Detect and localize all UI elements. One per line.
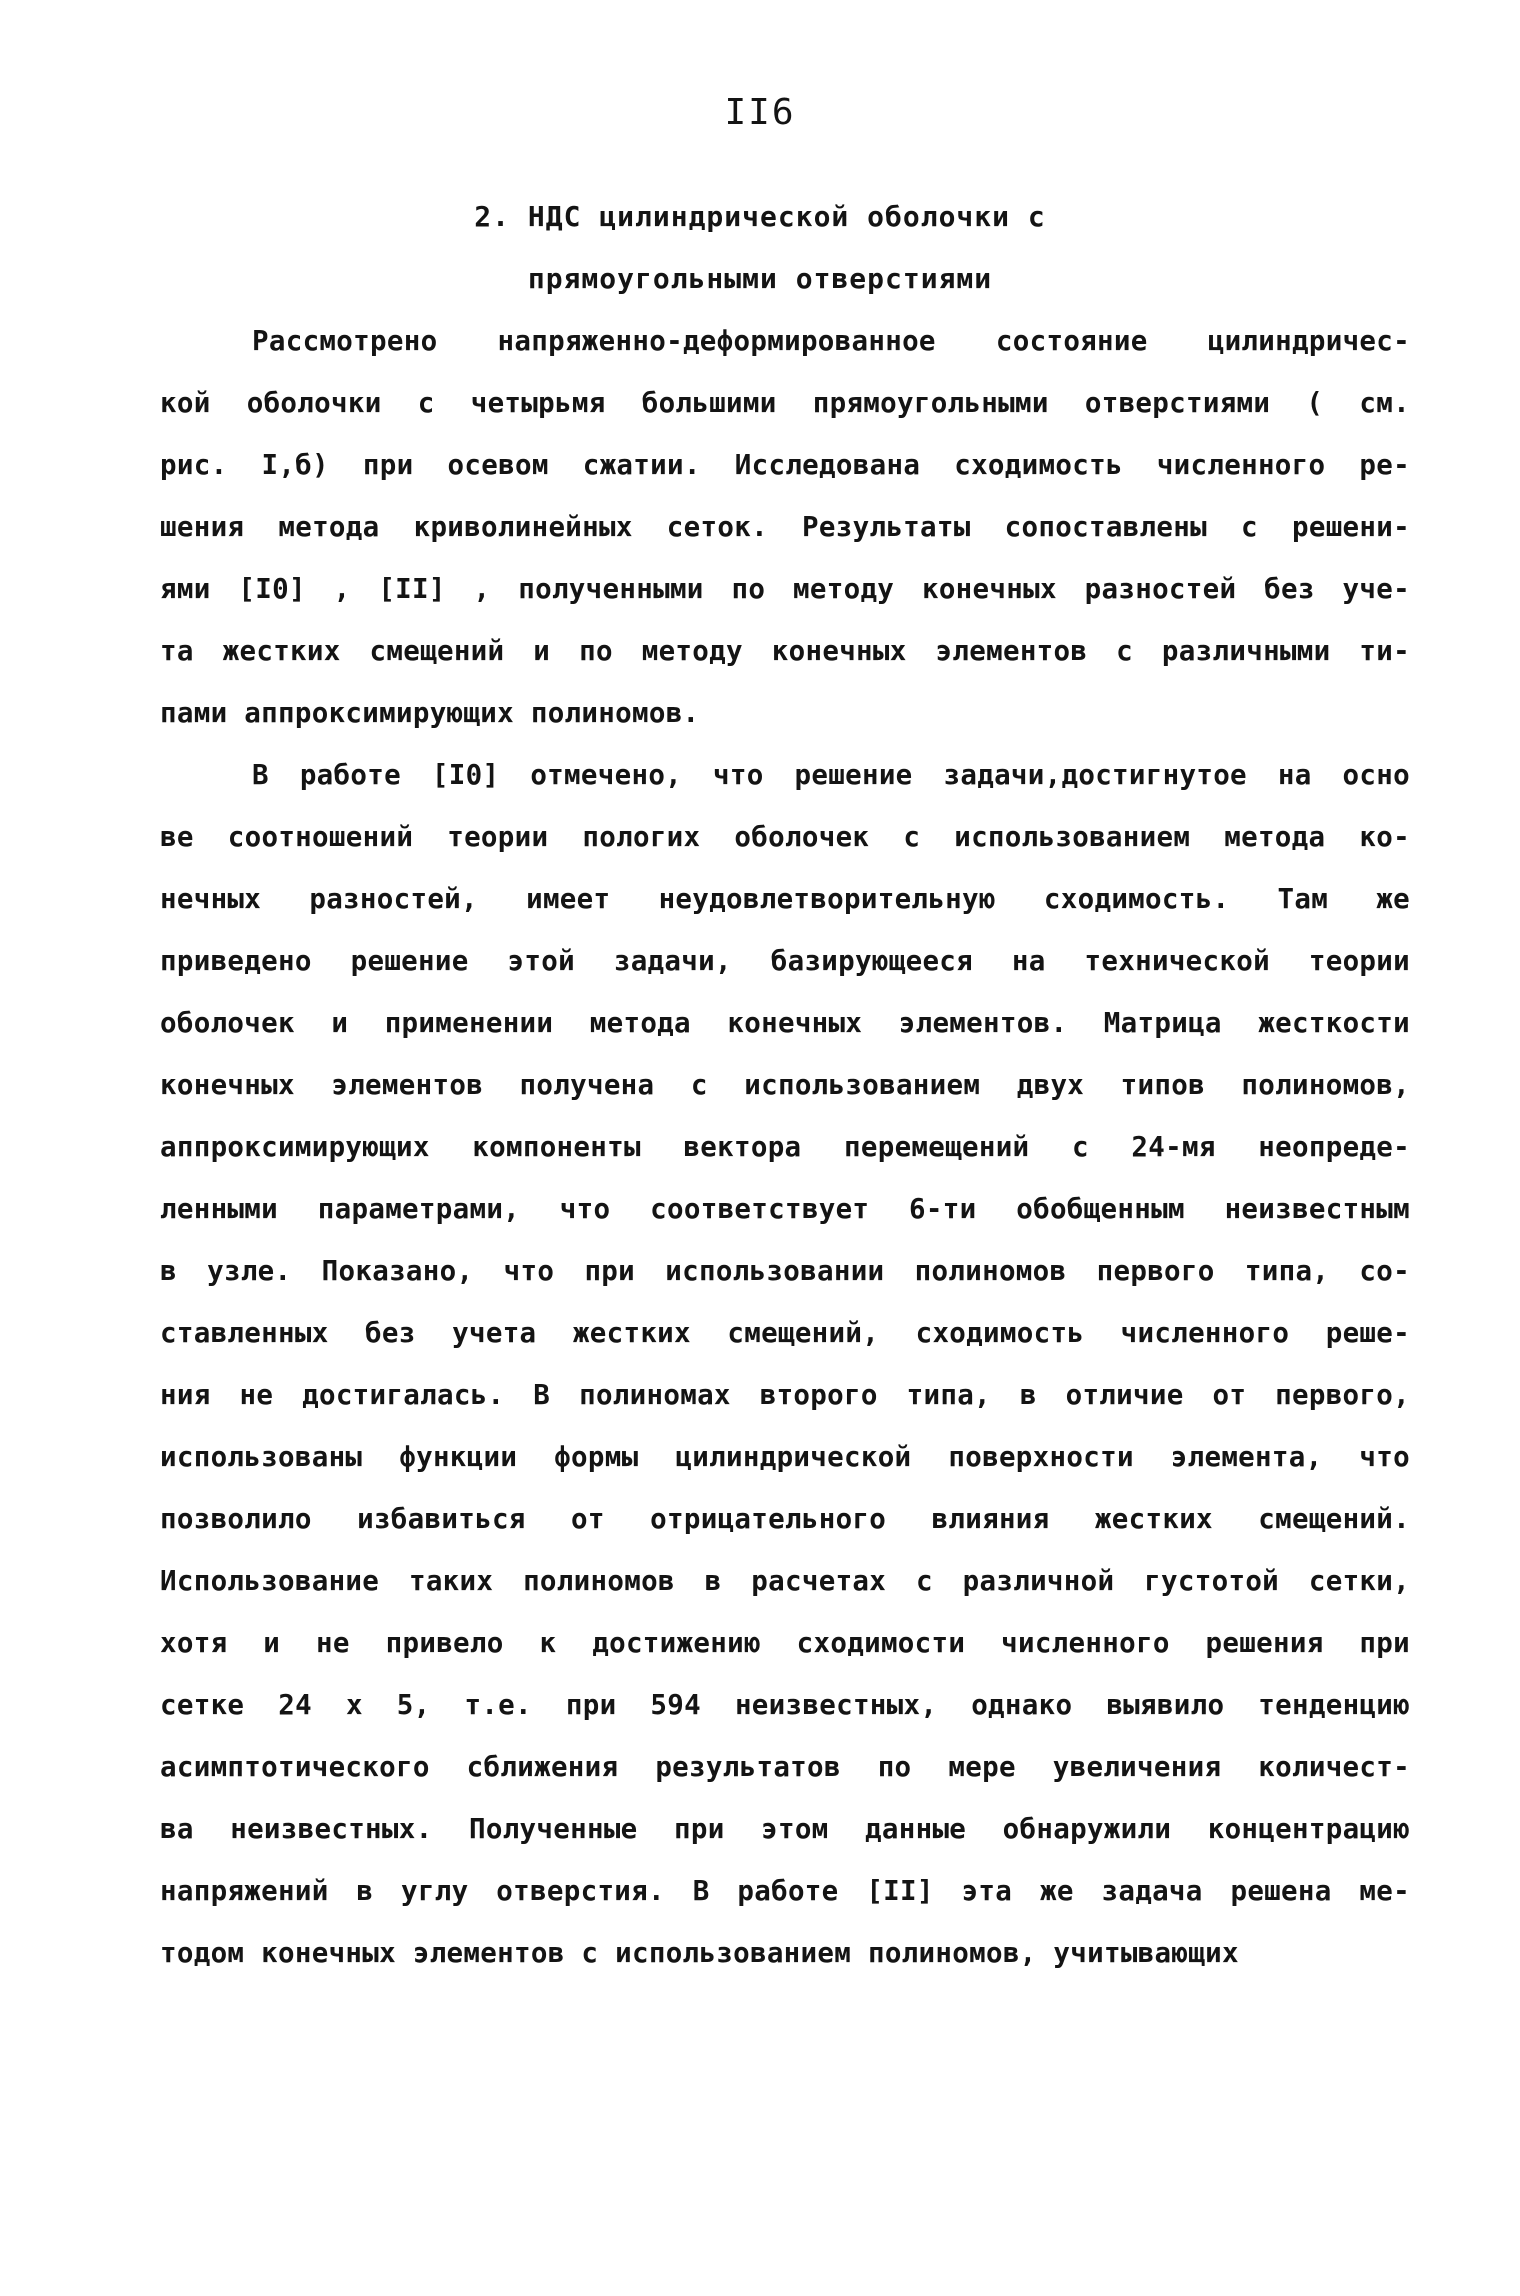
section-title-line-2: прямоугольными отверстиями bbox=[527, 262, 993, 295]
text-line: В работе [I0] отмечено, что решение задачи,достигнутое на осно bbox=[252, 759, 1410, 791]
text-line: нечных разностей, имеет неудовлетворительную сходимость. Там же bbox=[160, 883, 1410, 915]
text-line: кой оболочки с четырьмя большими прямоугольными отверстиями ( см. bbox=[160, 387, 1410, 419]
paragraph-1 bbox=[160, 310, 1410, 744]
page-number: II6 bbox=[724, 92, 796, 133]
text-line: приведено решение этой задачи, базирующееся на технической теории bbox=[160, 945, 1410, 977]
text-line: та жестких смещений и по методу конечных элементов с различными ти- bbox=[160, 635, 1410, 667]
text-line: Использование таких полиномов в расчетах с различной густотой сетки, bbox=[160, 1565, 1410, 1597]
text-line: ленными параметрами, что соответствует 6-ти обобщенным неизвестным bbox=[160, 1193, 1410, 1225]
text-line: ставленных без учета жестких смещений, сходимость численного реше- bbox=[160, 1317, 1410, 1349]
text-line: ве соотношений теории пологих оболочек с использованием метода ко- bbox=[160, 821, 1410, 853]
text-line: конечных элементов получена с использованием двух типов полиномов, bbox=[160, 1069, 1410, 1101]
paragraph-2 bbox=[160, 744, 1410, 1984]
text-line: тодом конечных элементов с использованием полиномов, учитывающих bbox=[160, 1937, 1239, 1969]
text-line: шения метода криволинейных сеток. Результаты сопоставлены с решени- bbox=[160, 511, 1410, 543]
text-line: пами аппроксимирующих полиномов. bbox=[160, 697, 700, 729]
text-line: хотя и не привело к достижению сходимости численного решения при bbox=[160, 1627, 1410, 1659]
text-line: ния не достигалась. В полиномах второго типа, в отличие от первого, bbox=[160, 1379, 1410, 1411]
text-line: позволило избавиться от отрицательного влияния жестких смещений. bbox=[160, 1503, 1410, 1535]
text-line: ями [I0] , [II] , полученными по методу конечных разностей без уче- bbox=[160, 573, 1410, 605]
text-line: рис. I,б) при осевом сжатии. Исследована сходимость численного ре- bbox=[160, 449, 1410, 481]
text-line: аппроксимирующих компоненты вектора перемещений с 24-мя неопреде- bbox=[160, 1131, 1410, 1163]
body-text bbox=[160, 310, 1410, 1984]
text-line: использованы функции формы цилиндрической поверхности элемента, что bbox=[160, 1441, 1410, 1473]
text-line: сетке 24 х 5, т.е. при 594 неизвестных, однако выявило тенденцию bbox=[160, 1689, 1410, 1721]
text-line: Рассмотрено напряженно-деформированное состояние цилиндричес- bbox=[252, 325, 1410, 357]
text-line: ва неизвестных. Полученные при этом данные обнаружили концентрацию bbox=[160, 1813, 1410, 1845]
section-title-line-1: 2. НДС цилиндрической оболочки с bbox=[474, 200, 1046, 233]
text-line: напряжений в углу отверстия. В работе [II] эта же задача решена ме- bbox=[160, 1875, 1410, 1907]
text-line: оболочек и применении метода конечных элементов. Матрица жесткости bbox=[160, 1007, 1410, 1039]
text-line: в узле. Показано, что при использовании полиномов первого типа, со- bbox=[160, 1255, 1410, 1287]
text-line: асимптотического сближения результатов по мере увеличения количест- bbox=[160, 1751, 1410, 1783]
